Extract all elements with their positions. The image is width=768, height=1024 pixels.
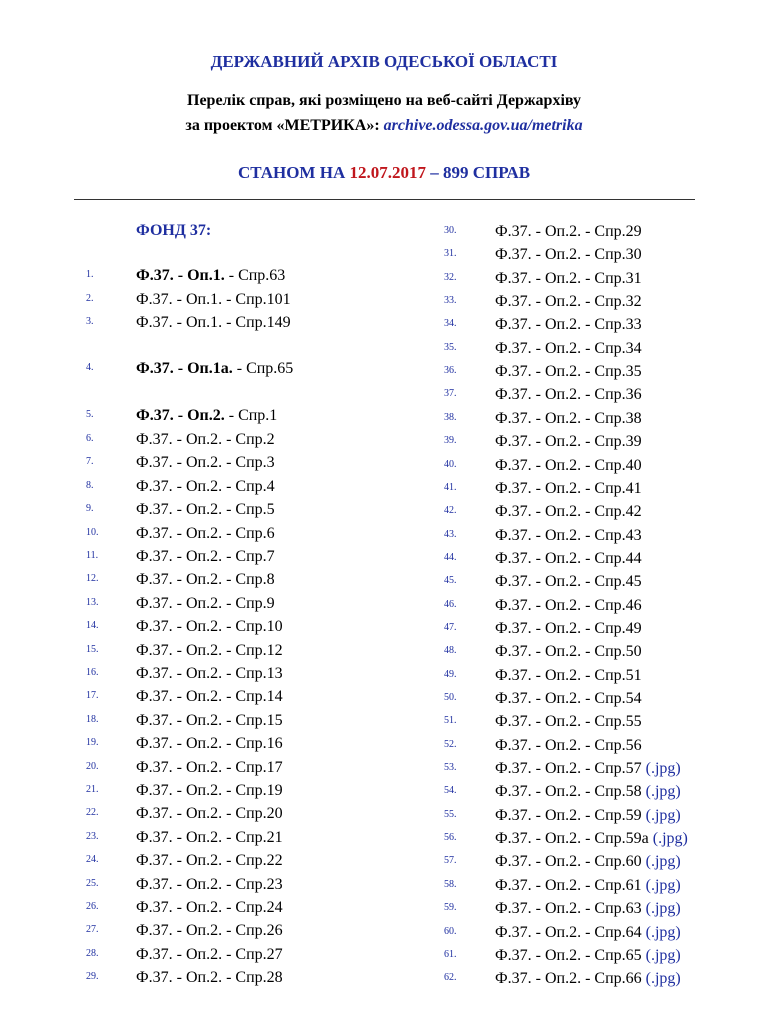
list-item-label: Ф.37. - Оп.1. - Спр.149 [136,314,291,331]
list-item [495,667,642,685]
list-item-label: Ф.37. - Оп.2. - Спр.21 [136,828,283,846]
item-number: 32. [444,271,457,283]
item-number: 58. [444,878,457,890]
document-title: ДЕРЖАВНИЙ АРХІВ ОДЕСЬКОЇ ОБЛАСТІ [210,52,558,71]
list-item-label: Ф.37. - Оп.2. - Спр.64 [495,923,642,941]
item-number: 38. [444,411,457,423]
list-item [495,246,642,264]
list-item-label: Ф.37. - Оп.2. - Спр.60 [495,853,642,871]
item-number: 57. [444,855,457,867]
list-item [495,410,642,428]
list-item-label: Ф.37. - Оп.2. - Спр.56 [495,736,642,754]
jpg-link[interactable]: (.jpg) [648,830,688,848]
list-item-bold-prefix: Ф.37. - Оп.2. [136,407,225,424]
list-item-label: Ф.37. - Оп.2. - Спр.61 [495,876,642,894]
list-item [136,291,291,309]
item-number: 12. [86,573,99,585]
list-item-label: - Спр.63 [224,267,286,284]
list-item [495,690,642,708]
list-item-label: Ф.37. - Оп.2. - Спр.24 [136,899,283,916]
list-item-label: Ф.37. - Оп.2. - Спр.28 [136,969,283,987]
list-item-label: Ф.37. - Оп.2. - Спр.35 [495,363,642,381]
item-number: 11. [86,550,99,561]
list-item [495,737,642,755]
item-number: 33. [444,295,457,307]
list-item-label: Ф.37. - Оп.2. - Спр.29 [495,223,642,240]
list-item [495,713,642,731]
list-item-label: Ф.37. - Оп.2. - Спр.6 [136,524,275,542]
list-item-label: - Спр.1 [224,407,278,424]
jpg-link[interactable]: (.jpg) [641,946,681,964]
list-item-label: Ф.37. - Оп.2. - Спр.57 [495,760,642,778]
list-item [136,782,283,800]
item-number: 14. [86,620,99,632]
project-line [0,117,768,135]
list-item [136,829,283,847]
jpg-link[interactable]: (.jpg) [641,923,681,941]
list-item-label: Ф.37. - Оп.2. - Спр.22 [136,852,283,870]
item-number: 24. [86,854,99,866]
list-item [495,807,681,825]
list-item [136,314,291,332]
list-item [136,712,283,730]
list-item [136,969,283,987]
list-item-label: Ф.37. - Оп.2. - Спр.36 [495,386,642,404]
list-item [495,924,681,942]
item-number: 5. [86,409,94,420]
list-item-label: Ф.37. - Оп.2. - Спр.40 [495,456,642,474]
list-item-label: Ф.37. - Оп.2. - Спр.4 [136,477,275,495]
status-date: 12.07.2017 [349,163,426,182]
list-item [136,642,283,660]
list-item-label: Ф.37. - Оп.2. - Спр.45 [495,573,642,591]
item-number: 59. [444,902,457,914]
list-item [495,363,642,381]
list-item-label: Ф.37. - Оп.2. - Спр.32 [495,293,642,311]
item-number: 28. [86,947,99,959]
list-item [136,688,283,706]
list-item-label: Ф.37. - Оп.2. - Спр.19 [136,782,283,799]
list-item-label: Ф.37. - Оп.2. - Спр.59а [495,830,649,848]
list-item [136,454,275,472]
item-number: 60. [444,925,457,937]
list-item [136,360,293,378]
list-item-label: - Спр.65 [232,360,294,377]
item-number: 48. [444,645,457,657]
item-number: 56. [444,832,457,844]
item-number: 37. [444,388,457,400]
list-item [136,618,283,636]
list-item [495,947,681,965]
status-prefix: СТАНОМ НА [237,163,350,182]
item-number: 61. [444,948,457,960]
list-item [495,877,681,895]
list-item-label: Ф.37. - Оп.2. - Спр.20 [136,805,283,823]
list-item-label: Ф.37. - Оп.2. - Спр.63 [495,900,642,918]
list-item [136,876,283,894]
item-number: 27. [86,924,99,936]
item-number: 42. [444,505,457,517]
metrika-link[interactable]: archive.odessa.gov.ua/metrika [383,117,583,134]
list-item [136,525,275,543]
jpg-link[interactable]: (.jpg) [641,900,681,918]
item-number: 25. [86,877,99,889]
list-item-label: Ф.37. - Оп.2. - Спр.14 [136,688,283,706]
list-item-label: Ф.37. - Оп.2. - Спр.55 [495,713,642,731]
status-line [0,163,768,183]
list-item [136,267,285,285]
item-number: 9. [86,503,94,515]
item-number: 18. [86,713,99,725]
list-item-label: Ф.37. - Оп.2. - Спр.42 [495,503,642,521]
list-item [136,431,275,449]
item-number: 49. [444,668,457,680]
item-number: 23. [86,830,99,842]
jpg-link[interactable]: (.jpg) [641,876,681,894]
list-item [495,316,642,334]
list-item [136,805,283,823]
item-number: 40. [444,458,457,470]
list-item-bold-prefix: Ф.37. - Оп.1. [136,267,225,284]
item-number: 10. [86,526,99,538]
item-number: 17. [86,690,99,702]
list-item [495,457,642,475]
jpg-link[interactable]: (.jpg) [641,760,681,778]
list-item [495,270,642,288]
list-item [495,527,642,545]
item-number: 3. [86,316,94,327]
item-number: 47. [444,621,457,633]
item-number: 21. [86,784,99,795]
item-number: 19. [86,737,99,749]
item-number: 26. [86,901,99,912]
list-item [136,548,275,566]
list-item-label: Ф.37. - Оп.2. - Спр.51 [495,666,642,684]
item-number: 31. [444,248,457,260]
list-item-label: Ф.37. - Оп.2. - Спр.23 [136,875,283,893]
list-item-label: Ф.37. - Оп.2. - Спр.12 [136,641,283,659]
list-item-label: Ф.37. - Оп.2. - Спр.7 [136,548,275,565]
item-number: 45. [444,575,457,587]
list-item-label: Ф.37. - Оп.2. - Спр.34 [495,339,642,357]
list-item [136,899,283,917]
list-item [495,597,642,615]
list-item [495,783,681,801]
item-number: 62. [444,972,457,984]
list-item [495,480,642,498]
list-item [495,573,642,591]
list-item-label: Ф.37. - Оп.2. - Спр.9 [136,594,275,612]
list-item [495,853,681,871]
list-item [495,386,642,404]
list-item [136,501,275,519]
item-number: 50. [444,692,457,703]
list-item-label: Ф.37. - Оп.2. - Спр.54 [495,690,642,707]
list-item [136,407,277,425]
item-number: 13. [86,596,99,608]
list-item-label: Ф.37. - Оп.2. - Спр.38 [495,409,642,427]
project-label: за проектом «МЕТРИКА»: [185,117,384,134]
list-item [495,620,642,638]
item-number: 6. [86,433,94,444]
list-item [495,223,642,241]
list-item-label: Ф.37. - Оп.2. - Спр.10 [136,618,283,636]
item-number: 1. [86,269,94,280]
item-number: 29. [86,971,99,983]
item-number: 22. [86,807,99,819]
item-number: 41. [444,481,457,493]
jpg-link[interactable]: (.jpg) [641,970,681,988]
item-number: 4. [86,362,94,373]
list-item [136,478,275,496]
list-item-label: Ф.37. - Оп.2. - Спр.50 [495,643,642,661]
list-item [136,735,283,753]
item-number: 39. [444,435,457,447]
list-item [136,571,275,589]
list-item-label: Ф.37. - Оп.2. - Спр.17 [136,758,283,776]
item-number: 7. [86,456,94,468]
fond-heading: ФОНД 37: [136,222,212,239]
item-number: 8. [86,479,94,491]
list-item-label: Ф.37. - Оп.2. - Спр.27 [136,945,283,963]
list-item [136,665,283,683]
list-item [495,970,681,988]
list-item [495,830,688,848]
item-number: 55. [444,808,457,820]
item-number: 53. [444,762,457,774]
list-item [495,550,642,568]
list-item [495,340,642,358]
list-item-label: Ф.37. - Оп.1. - Спр.101 [136,291,291,308]
list-item-label: Ф.37. - Оп.2. - Спр.44 [495,549,642,567]
list-item [495,293,642,311]
list-item-label: Ф.37. - Оп.2. - Спр.16 [136,735,283,753]
list-item-label: Ф.37. - Оп.2. - Спр.41 [495,479,642,497]
item-number: 54. [444,785,457,797]
list-item [495,503,642,521]
document-subtitle: Перелік справ, які розміщено на веб-сайті Держархіву [187,92,581,109]
jpg-link[interactable]: (.jpg) [641,806,681,824]
list-item-label: Ф.37. - Оп.2. - Спр.43 [495,526,642,544]
list-item [495,433,642,451]
list-item-label: Ф.37. - Оп.2. - Спр.65 [495,946,642,964]
list-item-label: Ф.37. - Оп.2. - Спр.58 [495,783,642,801]
list-item-label: Ф.37. - Оп.2. - Спр.26 [136,922,283,940]
list-item [495,900,681,918]
list-item-label: Ф.37. - Оп.2. - Спр.59 [495,806,642,824]
list-item-label: Ф.37. - Оп.2. - Спр.31 [495,269,642,287]
list-item-label: Ф.37. - Оп.2. - Спр.3 [136,454,275,472]
item-number: 30. [444,225,457,236]
list-item-label: Ф.37. - Оп.2. - Спр.39 [495,433,642,451]
list-item-label: Ф.37. - Оп.2. - Спр.33 [495,316,642,334]
item-number: 46. [444,598,457,610]
list-item [136,595,275,613]
list-item [495,643,642,661]
list-item-label: Ф.37. - Оп.2. - Спр.66 [495,970,642,988]
list-item [136,852,283,870]
list-item-label: Ф.37. - Оп.2. - Спр.30 [495,246,642,264]
list-item-label: Ф.37. - Оп.2. - Спр.15 [136,711,283,729]
jpg-link[interactable]: (.jpg) [641,853,681,871]
list-item-label: Ф.37. - Оп.2. - Спр.2 [136,431,275,448]
item-number: 2. [86,293,94,304]
item-number: 34. [444,318,457,330]
header-divider [74,199,695,200]
item-number: 35. [444,341,457,353]
jpg-link[interactable]: (.jpg) [641,783,681,801]
list-item-label: Ф.37. - Оп.2. - Спр.8 [136,571,275,589]
item-number: 15. [86,643,99,655]
item-number: 20. [86,760,99,772]
list-item-label: Ф.37. - Оп.2. - Спр.46 [495,596,642,614]
item-number: 16. [86,667,99,678]
item-number: 36. [444,365,457,377]
list-item-label: Ф.37. - Оп.2. - Спр.49 [495,619,642,637]
list-item [136,922,283,940]
status-count: – 899 СПРАВ [425,163,531,182]
item-number: 44. [444,551,457,563]
item-number: 43. [444,528,457,540]
list-item-label: Ф.37. - Оп.2. - Спр.13 [136,665,283,682]
list-item [136,946,283,964]
list-item [136,759,283,777]
item-number: 52. [444,738,457,750]
list-item-bold-prefix: Ф.37. - Оп.1а. [136,360,233,377]
item-number: 51. [444,715,457,727]
list-item [495,760,681,778]
list-item-label: Ф.37. - Оп.2. - Спр.5 [136,501,275,519]
